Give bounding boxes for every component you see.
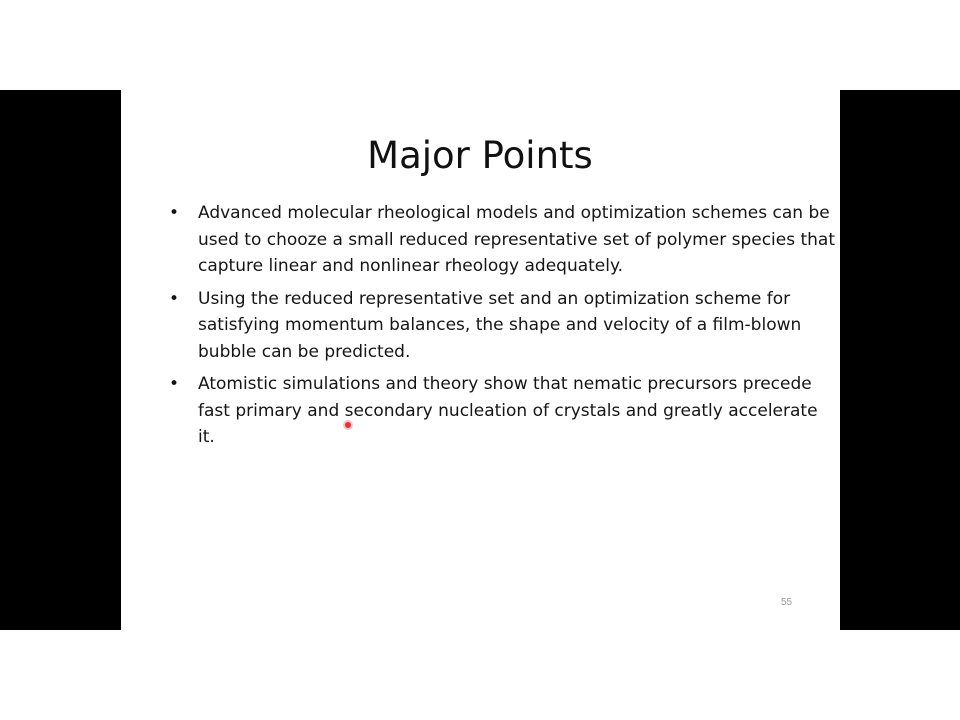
bullet-text: Advanced molecular rheological models and optimization schemes can be used to chooze a small reduced representative set of polymer species that capture linear and nonlinear rheology adequately.: [198, 203, 836, 276]
bullet-item: [168, 286, 838, 366]
bullet-item: [168, 200, 838, 280]
laser-pointer-icon: [345, 422, 351, 428]
bullet-marker: •: [168, 203, 180, 223]
bullet-list: [168, 200, 838, 457]
slide-number: 55: [781, 597, 793, 608]
bullet-text: Atomistic simulations and theory show that nematic precursors precede fast primary and secondary nucleation of crystals and greatly accelerate it.: [198, 374, 818, 447]
bullet-marker: •: [168, 374, 180, 394]
bullet-item: [168, 371, 838, 451]
bullet-text: Using the reduced representative set and an optimization scheme for satisfying momentum balances, the shape and velocity of a film-blown bubble can be predicted.: [198, 288, 802, 362]
slide-title: Major Points: [367, 134, 593, 177]
bullet-marker: •: [168, 288, 180, 309]
